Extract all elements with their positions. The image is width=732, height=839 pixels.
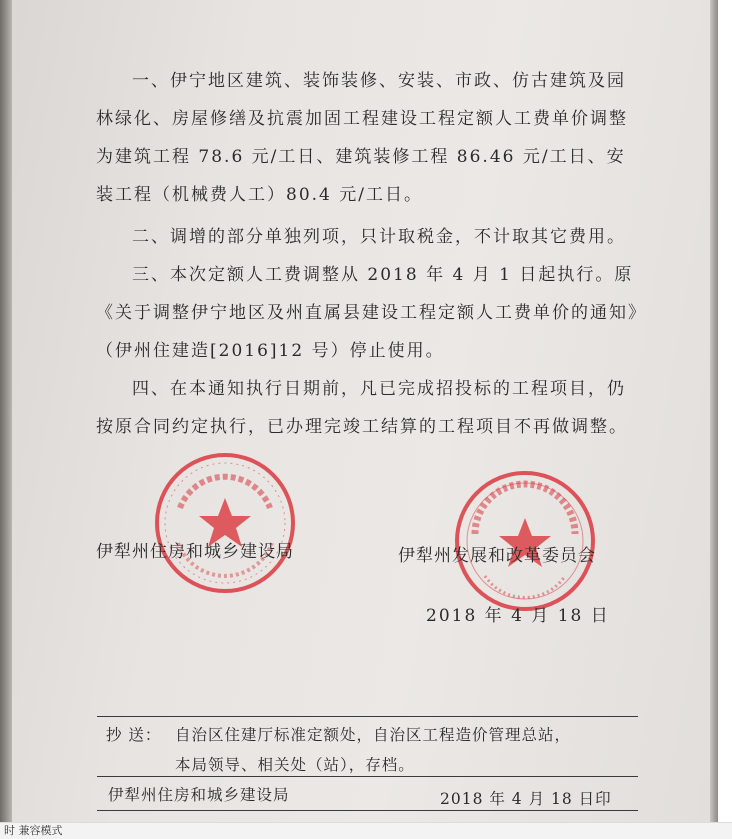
cc-middle-rule (97, 776, 638, 777)
cc-bottom-rule (97, 810, 638, 811)
paragraph-3: 三、本次定额人工费调整从 2018 年 4 月 1 日起执行。原《关于调整伊宁地区及州直属县建设工程定额人工费单价的通知》（伊州住建造[2016]12 号）停止使用。 (96, 265, 639, 361)
signatory-right: 伊犁州发展和改革委员会 (398, 546, 596, 566)
compat-mode-label: 时 兼容模式 (4, 824, 63, 837)
page-edge-right (710, 0, 718, 822)
official-seal-left (150, 448, 300, 598)
sign-date: 2018 年 4 月 18 日 (426, 606, 610, 626)
print-date: 2018 年 4 月 18 日印 (440, 790, 612, 808)
paragraph-2: 二、调增的部分单独列项，只计取税金，不计取其它费用。 (132, 227, 626, 247)
status-bar (0, 822, 732, 839)
cc-top-rule (97, 716, 638, 717)
issuer-name: 伊犁州住房和城乡建设局 (108, 786, 290, 804)
paragraph-1: 一、伊宁地区建筑、装饰装修、安装、市政、仿古建筑及园林绿化、房屋修缮及抗震加固工程建设工程定额人工费单价调整为建筑工程 78.6 元/工日、建筑装修工程 86.46 元/工日、安装工程（机械费人工）80.4 元/工日。 (96, 71, 628, 205)
cc-label: 抄 送： (106, 726, 162, 744)
page-edge-left (0, 0, 12, 822)
signatory-left: 伊犁州住房和城乡建设局 (96, 542, 294, 562)
paragraph-4: 四、在本通知执行日期前，凡已完成招投标的工程项目，仍按原合同约定执行，已办理完竣工结算的工程项目不再做调整。 (96, 379, 628, 437)
cc-recipients-line1: 自治区住建厅标准定额处，自治区工程造价管理总站， (175, 726, 572, 744)
cc-recipients-line2: 本局领导、相关处（站），存档。 (175, 756, 415, 774)
